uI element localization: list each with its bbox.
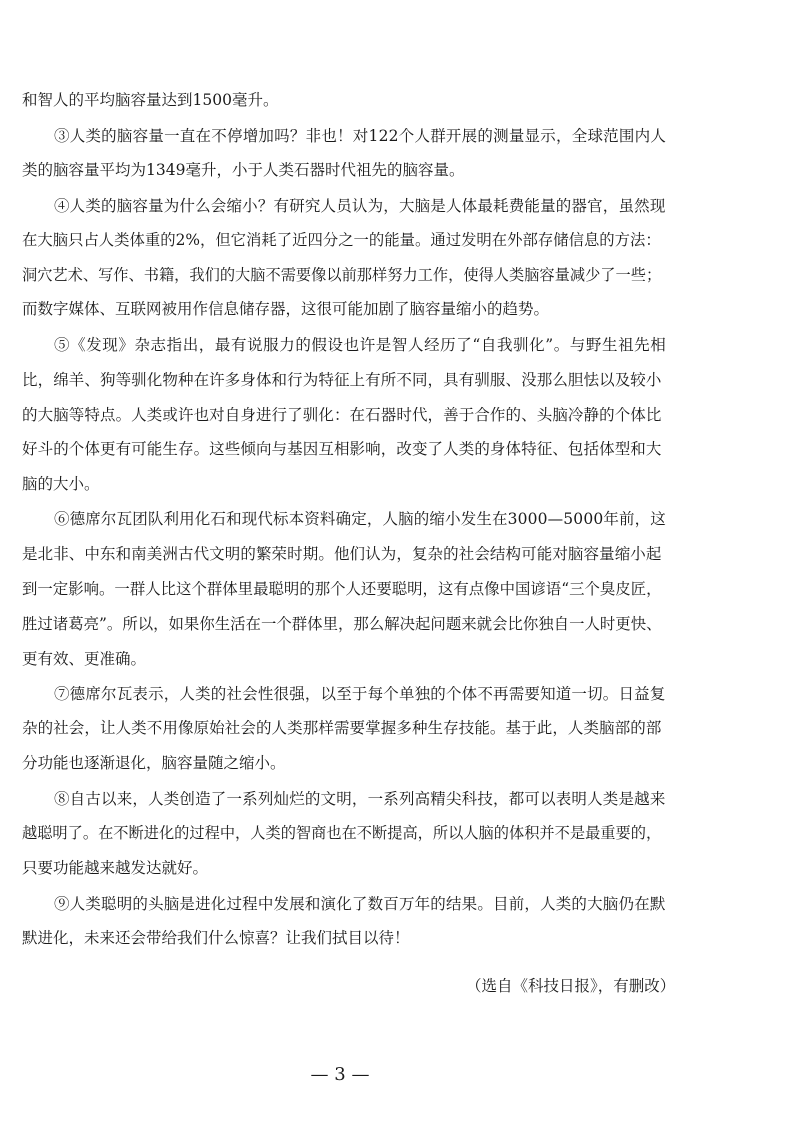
text-line: 越聪明了。在不断进化的过程中，人类的智商也在不断提高，所以人脑的体积并不是最重要的， xyxy=(22,824,662,842)
text-line: 的大脑等特点。人类或许也对自身进行了驯化：在石器时代，善于合作的、头脑冷静的个体比 xyxy=(22,406,662,424)
text-line: 和智人的平均脑容量达到1500毫升。 xyxy=(22,91,279,109)
text-line: 好斗的个体更有可能生存。这些倾向与基因互相影响，改变了人类的身体特征、包括体型和大 xyxy=(22,440,662,458)
text-line: 类的脑容量平均为1349毫升，小于人类石器时代祖先的脑容量。 xyxy=(22,161,465,179)
text-line: 到一定影响。一群人比这个群体里最聪明的那个人还要聪明，这有点像中国谚语“三个臭皮匠， xyxy=(22,580,662,598)
text-line: 是北非、中东和南美洲古代文明的繁荣时期。他们认为，复杂的社会结构可能对脑容量缩小起 xyxy=(22,545,662,563)
text-line: 胜过诸葛亮”。所以，如果你生活在一个群体里，那么解决起问题来就会比你独自一人时更快、 xyxy=(22,615,662,633)
text-line: 只要功能越来越发达就好。 xyxy=(22,859,209,877)
text-line: 脑的大小。 xyxy=(22,475,100,493)
paragraph-7-line: ⑦德席尔瓦表示，人类的社会性很强，以至于每个单独的个体不再需要知道一切。日益复 xyxy=(54,685,666,703)
source-citation: （选自《科技日报》，有删改） xyxy=(466,977,676,995)
text-line: 在大脑只占人类体重的2%，但它消耗了近四分之一的能量。通过发明在外部存储信息的方法： xyxy=(22,231,661,249)
paragraph-5-line: ⑤《发现》杂志指出，最有说服力的假设也许是智人经历了“自我驯化”。与野生祖先相 xyxy=(54,336,667,354)
paragraph-6-line: ⑥德席尔瓦团队利用化石和现代标本资料确定，人脑的缩小发生在3000—5000年前，这 xyxy=(54,510,666,528)
text-line: 洞穴艺术、写作、书籍，我们的大脑不需要像以前那样努力工作，使得人类脑容量减少了一些； xyxy=(22,266,662,284)
paragraph-8-line: ⑧自古以来，人类创造了一系列灿烂的文明，一系列高精尖科技，都可以表明人类是越来 xyxy=(54,790,666,808)
text-line: 比，绵羊、狗等驯化物种在许多身体和行为特征上有所不同，具有驯服、没那么胆怯以及较小 xyxy=(22,371,662,389)
paragraph-3-line: ③人类的脑容量一直在不停增加吗？非也！对122个人群开展的测量显示，全球范围内人 xyxy=(54,127,667,145)
text-line: 更有效、更准确。 xyxy=(22,650,147,668)
page-number: — 3 — xyxy=(310,1064,370,1085)
text-line: 而数字媒体、互联网被用作信息储存器，这很可能加剧了脑容量缩小的趋势。 xyxy=(22,300,550,318)
text-line: 默进化，未来还会带给我们什么惊喜？让我们拭目以待！ xyxy=(22,929,410,947)
text-line: 杂的社会，让人类不用像原始社会的人类那样需要掌握多种生存技能。基于此，人类脑部的部 xyxy=(22,719,662,737)
paragraph-4-line: ④人类的脑容量为什么会缩小？有研究人员认为，大脑是人体最耗费能量的器官，虽然现 xyxy=(54,197,666,215)
text-line: 分功能也逐渐退化，脑容量随之缩小。 xyxy=(22,754,286,772)
paragraph-9-line: ⑨人类聪明的头脑是进化过程中发展和演化了数百万年的结果。目前，人类的大脑仍在默 xyxy=(54,895,666,913)
